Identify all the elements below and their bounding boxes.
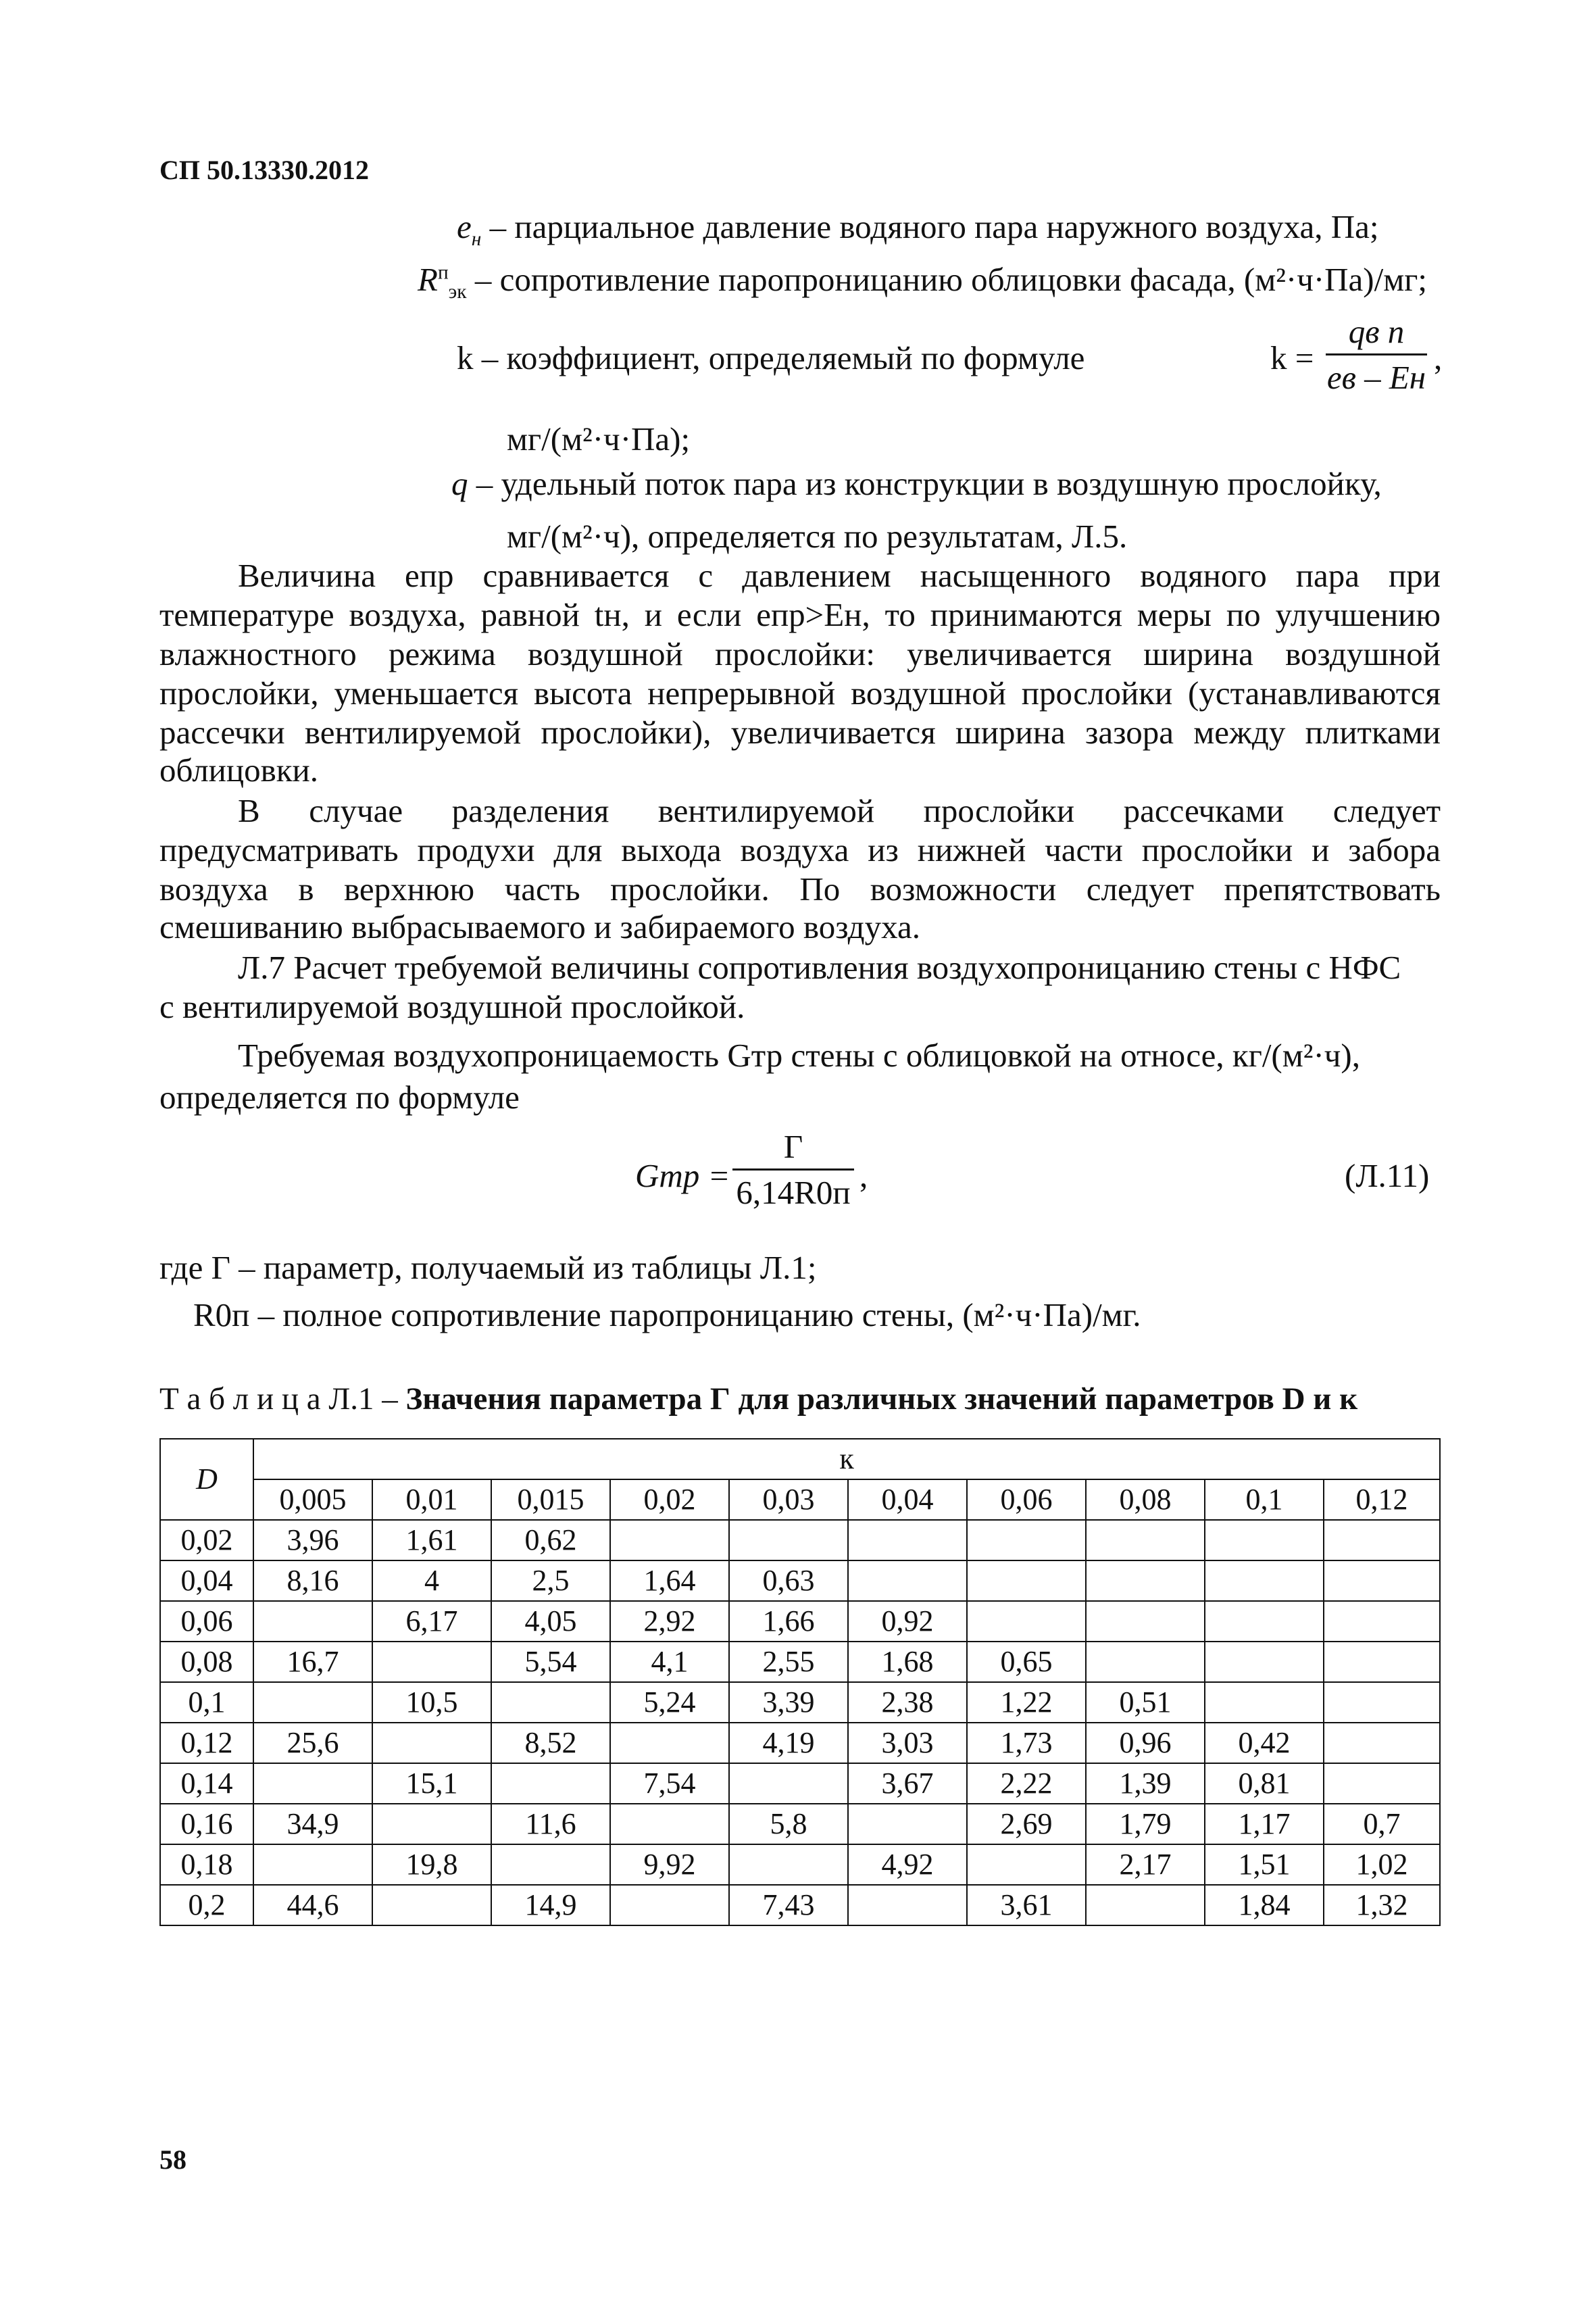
table-cell: 16,7 bbox=[253, 1642, 372, 1682]
table-cell bbox=[1324, 1763, 1440, 1804]
table-cell: 0,42 bbox=[1205, 1723, 1324, 1763]
table-cell: 0,96 bbox=[1086, 1723, 1205, 1763]
p3-line1: Л.7 Расчет требуемой величины сопротивления воздухопроницанию стены с НФС bbox=[238, 949, 1401, 986]
table-cell: 1,66 bbox=[729, 1601, 848, 1642]
table-cell bbox=[1205, 1560, 1324, 1601]
e-n-description: – парциальное давление водяного пара наружного воздуха, Па; bbox=[481, 208, 1379, 245]
r-symbol: R bbox=[418, 261, 438, 298]
table-cell bbox=[1205, 1520, 1324, 1560]
table-cell bbox=[253, 1763, 372, 1804]
table-cell: 5,54 bbox=[491, 1642, 610, 1682]
table-cell: 2,38 bbox=[848, 1682, 967, 1723]
table-cell: 5,8 bbox=[729, 1804, 848, 1844]
table-cell bbox=[848, 1885, 967, 1925]
table-cell: 7,54 bbox=[610, 1763, 729, 1804]
k-header: к bbox=[253, 1439, 1440, 1479]
row-header-cell: 0,12 bbox=[160, 1723, 253, 1763]
def-q-continued: мг/(м²·ч), определяется по результатам, Л.5. bbox=[507, 518, 1128, 555]
table-cell bbox=[848, 1804, 967, 1844]
column-header: 0,12 bbox=[1324, 1479, 1440, 1520]
table-row bbox=[160, 1560, 1440, 1601]
table-cell: 0,65 bbox=[967, 1642, 1086, 1682]
row-header-cell: 0,2 bbox=[160, 1885, 253, 1925]
table-row bbox=[160, 1642, 1440, 1682]
formula-number: (Л.11) bbox=[1345, 1157, 1430, 1194]
table-cell bbox=[491, 1763, 610, 1804]
table-cell bbox=[1324, 1682, 1440, 1723]
where-line1: где Г – параметр, получаемый из таблицы Л.1; bbox=[159, 1249, 817, 1286]
table-cell bbox=[1086, 1601, 1205, 1642]
table-cell: 1,32 bbox=[1324, 1885, 1440, 1925]
table-cell: 3,03 bbox=[848, 1723, 967, 1763]
k-formula-lhs: k = bbox=[1270, 339, 1314, 376]
table-cell bbox=[253, 1682, 372, 1723]
table-cell: 2,22 bbox=[967, 1763, 1086, 1804]
table-cell bbox=[729, 1520, 848, 1560]
table-cell bbox=[1086, 1642, 1205, 1682]
table-cell bbox=[967, 1601, 1086, 1642]
table-cell bbox=[1086, 1885, 1205, 1925]
table-cell: 14,9 bbox=[491, 1885, 610, 1925]
column-header: 0,015 bbox=[491, 1479, 610, 1520]
table-cell bbox=[372, 1885, 491, 1925]
row-header-cell: 0,04 bbox=[160, 1560, 253, 1601]
table-cell bbox=[1324, 1560, 1440, 1601]
table-cell bbox=[967, 1520, 1086, 1560]
table-cell bbox=[372, 1642, 491, 1682]
table-cell: 4 bbox=[372, 1560, 491, 1601]
q-description: – удельный поток пара из конструкции в воздушную прослойку, bbox=[468, 465, 1382, 502]
table-cell: 5,24 bbox=[610, 1682, 729, 1723]
table-cell bbox=[372, 1723, 491, 1763]
table-cell bbox=[848, 1520, 967, 1560]
table-cell bbox=[1086, 1560, 1205, 1601]
formula-denominator: 6,14R0п bbox=[736, 1174, 851, 1211]
formula-lhs: Gтр = bbox=[635, 1157, 730, 1194]
table-row bbox=[160, 1682, 1440, 1723]
table-cell: 7,43 bbox=[729, 1885, 848, 1925]
p1-line1: Величина eпр сравнивается с давлением насыщенного водяного пара при bbox=[238, 557, 1441, 594]
table-cell bbox=[610, 1804, 729, 1844]
table-body bbox=[160, 1520, 1440, 1925]
table-cell: 0,92 bbox=[848, 1601, 967, 1642]
p2-line3: воздуха в верхнюю часть прослойки. По возможности следует препятствовать bbox=[159, 870, 1441, 908]
d-column-header: D bbox=[160, 1439, 253, 1520]
k-formula-fraction bbox=[1326, 312, 1427, 397]
document-header: СП 50.13330.2012 bbox=[159, 155, 369, 185]
table-cell: 2,5 bbox=[491, 1560, 610, 1601]
table-row bbox=[160, 1763, 1440, 1804]
p4-line1: Требуемая воздухопроницаемость Gтр стены с облицовкой на относе, кг/(м²·ч), bbox=[238, 1037, 1360, 1074]
p1-line5: рассечки вентилируемой прослойки), увеличивается ширина зазора между плитками bbox=[159, 714, 1441, 751]
q-symbol: q bbox=[451, 465, 468, 502]
table-cell: 2,92 bbox=[610, 1601, 729, 1642]
p1-line3: влажностного режима воздушной прослойки: увеличивается ширина воздушной bbox=[159, 635, 1441, 672]
p1-line4: прослойки, уменьшается высота непрерывной воздушной прослойки (устанавливаются bbox=[159, 674, 1441, 712]
table-cell bbox=[1324, 1723, 1440, 1763]
row-header-cell: 0,02 bbox=[160, 1520, 253, 1560]
def-r-ek bbox=[418, 260, 1427, 303]
table-cell bbox=[1205, 1601, 1324, 1642]
table-cell: 1,17 bbox=[1205, 1804, 1324, 1844]
formula-comma: , bbox=[859, 1157, 868, 1194]
table-cell: 4,92 bbox=[848, 1844, 967, 1885]
column-header: 0,1 bbox=[1205, 1479, 1324, 1520]
table-cell: 1,68 bbox=[848, 1642, 967, 1682]
table-cell bbox=[491, 1682, 610, 1723]
row-header-cell: 0,08 bbox=[160, 1642, 253, 1682]
p3-line2: с вентилируемой воздушной прослойкой. bbox=[159, 988, 745, 1025]
column-header: 0,03 bbox=[729, 1479, 848, 1520]
table-cell: 19,8 bbox=[372, 1844, 491, 1885]
parameter-table bbox=[159, 1438, 1441, 1926]
table-cell: 1,84 bbox=[1205, 1885, 1324, 1925]
table-caption bbox=[159, 1379, 1357, 1419]
table-header-k-row bbox=[160, 1439, 1440, 1479]
def-k: k – коэффициент, определяемый по формуле bbox=[457, 339, 1085, 376]
table-cell: 2,17 bbox=[1086, 1844, 1205, 1885]
k-units: мг/(м²·ч·Па); bbox=[507, 420, 691, 458]
table-column-headers bbox=[160, 1479, 1440, 1520]
table-cell: 3,39 bbox=[729, 1682, 848, 1723]
table-cell bbox=[967, 1844, 1086, 1885]
table-cell: 2,55 bbox=[729, 1642, 848, 1682]
table-cell bbox=[253, 1601, 372, 1642]
e-n-subscript: н bbox=[471, 228, 482, 250]
table-cell: 3,96 bbox=[253, 1520, 372, 1560]
table-cell: 0,63 bbox=[729, 1560, 848, 1601]
table-cell: 1,02 bbox=[1324, 1844, 1440, 1885]
column-header: 0,005 bbox=[253, 1479, 372, 1520]
row-header-cell: 0,1 bbox=[160, 1682, 253, 1723]
table-cell: 1,64 bbox=[610, 1560, 729, 1601]
table-cell: 3,61 bbox=[967, 1885, 1086, 1925]
table-cell: 15,1 bbox=[372, 1763, 491, 1804]
table-cell: 44,6 bbox=[253, 1885, 372, 1925]
table-cell: 11,6 bbox=[491, 1804, 610, 1844]
table-cell: 0,81 bbox=[1205, 1763, 1324, 1804]
formula-fraction bbox=[732, 1127, 854, 1212]
column-header: 0,06 bbox=[967, 1479, 1086, 1520]
row-header-cell: 0,16 bbox=[160, 1804, 253, 1844]
p2-line4: смешиванию выбрасываемого и забираемого воздуха. bbox=[159, 908, 920, 945]
table-row bbox=[160, 1520, 1440, 1560]
table-cell: 0,7 bbox=[1324, 1804, 1440, 1844]
where-line2: R0п – полное сопротивление паропроницанию стены, (м²·ч·Па)/мг. bbox=[193, 1296, 1141, 1333]
table-cell: 10,5 bbox=[372, 1682, 491, 1723]
table-cell: 8,52 bbox=[491, 1723, 610, 1763]
table-cell: 1,39 bbox=[1086, 1763, 1205, 1804]
table-cell: 1,73 bbox=[967, 1723, 1086, 1763]
table-cell bbox=[729, 1844, 848, 1885]
r-superscript: п bbox=[437, 262, 449, 284]
r-description: – сопротивление паропроницанию облицовки фасада, (м²·ч·Па)/мг; bbox=[466, 261, 1427, 298]
column-header: 0,08 bbox=[1086, 1479, 1205, 1520]
e-n-symbol: e bbox=[457, 208, 472, 245]
p2-line2: предусматривать продухи для выхода воздуха из нижней части прослойки и забора bbox=[159, 831, 1441, 868]
row-header-cell: 0,18 bbox=[160, 1844, 253, 1885]
column-header: 0,02 bbox=[610, 1479, 729, 1520]
table-cell bbox=[491, 1844, 610, 1885]
table-cell: 34,9 bbox=[253, 1804, 372, 1844]
table-cell bbox=[967, 1560, 1086, 1601]
table-cell: 1,79 bbox=[1086, 1804, 1205, 1844]
table-cell bbox=[1324, 1520, 1440, 1560]
table-cell: 4,05 bbox=[491, 1601, 610, 1642]
table-cell bbox=[610, 1520, 729, 1560]
p4-line2: определяется по формуле bbox=[159, 1079, 520, 1116]
r-subscript: эк bbox=[448, 280, 467, 303]
k-formula-denominator: eв – Eн bbox=[1326, 359, 1426, 396]
table-cell bbox=[610, 1885, 729, 1925]
column-header: 0,01 bbox=[372, 1479, 491, 1520]
table-cell: 1,61 bbox=[372, 1520, 491, 1560]
table-row bbox=[160, 1844, 1440, 1885]
def-q bbox=[451, 464, 1382, 504]
page-number: 58 bbox=[159, 2144, 186, 2175]
row-header-cell: 0,06 bbox=[160, 1601, 253, 1642]
formula-bar bbox=[732, 1168, 854, 1171]
table-cell bbox=[1324, 1642, 1440, 1682]
table-cell bbox=[1205, 1642, 1324, 1682]
table-cell: 1,51 bbox=[1205, 1844, 1324, 1885]
table-caption-prefix: Т а б л и ц а Л.1 – bbox=[159, 1381, 406, 1417]
table-cell: 6,17 bbox=[372, 1601, 491, 1642]
table-caption-title: Значения параметра Г для различных значений параметров D и к bbox=[405, 1381, 1358, 1417]
table-cell bbox=[729, 1763, 848, 1804]
table-row bbox=[160, 1885, 1440, 1925]
k-formula-comma: , bbox=[1434, 339, 1443, 376]
table-cell: 25,6 bbox=[253, 1723, 372, 1763]
table-row bbox=[160, 1723, 1440, 1763]
table-row bbox=[160, 1804, 1440, 1844]
table-cell: 9,92 bbox=[610, 1844, 729, 1885]
table-cell bbox=[1086, 1520, 1205, 1560]
row-header-cell: 0,14 bbox=[160, 1763, 253, 1804]
table-cell bbox=[1324, 1601, 1440, 1642]
table-cell: 3,67 bbox=[848, 1763, 967, 1804]
column-header: 0,04 bbox=[848, 1479, 967, 1520]
table-cell: 1,22 bbox=[967, 1682, 1086, 1723]
p1-line2: температуре воздуха, равной tн, и если eпр>Eн, то принимаются меры по улучшению bbox=[159, 596, 1441, 633]
table-cell bbox=[1205, 1682, 1324, 1723]
table-cell: 2,69 bbox=[967, 1804, 1086, 1844]
table-cell: 0,51 bbox=[1086, 1682, 1205, 1723]
table-cell: 4,1 bbox=[610, 1642, 729, 1682]
formula-numerator: Г bbox=[783, 1128, 803, 1165]
def-e-n bbox=[457, 207, 1379, 250]
table-cell: 4,19 bbox=[729, 1723, 848, 1763]
table-cell bbox=[610, 1723, 729, 1763]
table-row bbox=[160, 1601, 1440, 1642]
table-cell: 0,62 bbox=[491, 1520, 610, 1560]
table-cell bbox=[253, 1844, 372, 1885]
fraction-bar bbox=[1326, 353, 1427, 355]
table-cell bbox=[372, 1804, 491, 1844]
table-cell bbox=[848, 1560, 967, 1601]
k-formula-numerator: qв п bbox=[1348, 313, 1405, 350]
table-cell: 8,16 bbox=[253, 1560, 372, 1601]
p1-line6: облицовки. bbox=[159, 752, 319, 789]
p2-line1: В случае разделения вентилируемой прослойки рассечками следует bbox=[238, 792, 1441, 829]
